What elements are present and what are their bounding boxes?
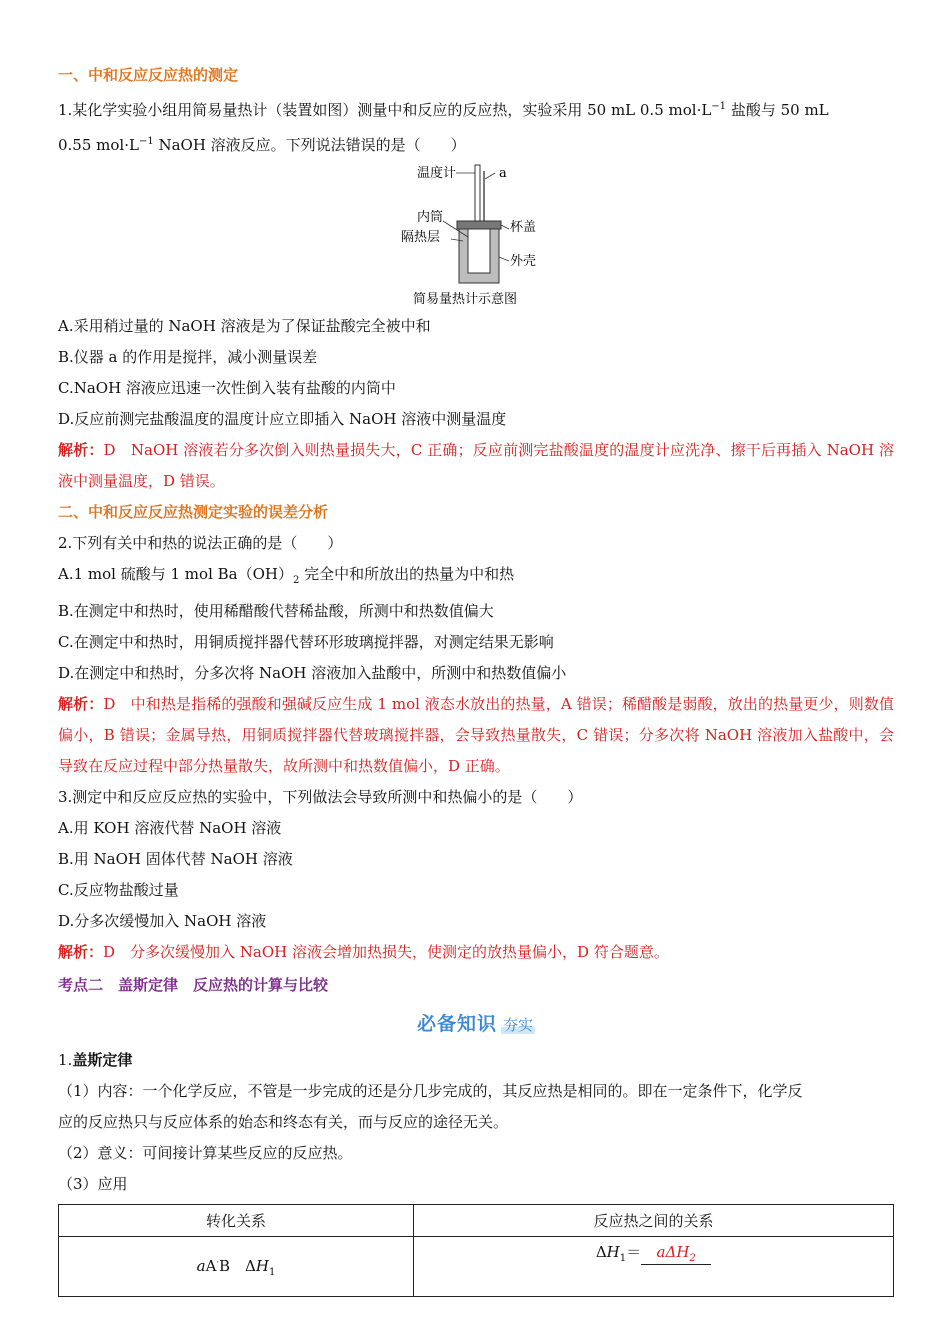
q1-option-a: A.采用稍过量的 NaOH 溶液是为了保证盐酸完全被中和 (58, 317, 431, 335)
label-thermometer: 温度计 (417, 166, 457, 181)
q2-option-b: B.在测定中和热时，使用稀醋酸代替稀盐酸，所测中和热数值偏大 (58, 602, 494, 620)
label-shell: 外壳 (510, 254, 537, 269)
table-cell-relation: $\Delta H_1= a\Delta H_2$ (414, 1237, 894, 1297)
q3-answer: 解析：D 分多次缓慢加入 NaOH 溶液会增加热损失，使测定的放热量偏小，D 符合题意。 (58, 943, 669, 961)
hess-application: （3）应用 (58, 1175, 128, 1193)
q2-option-a: A.1 mol 硫酸与 1 mol $Ba(OH)_2$ 完全中和所放出的热量为中和热 (58, 565, 515, 586)
q3-option-c: C.反应物盐酸过量 (58, 881, 179, 899)
q3-option-b: B.用 NaOH 固体代替 NaOH 溶液 (58, 850, 293, 868)
q2-option-d: D.在测定中和热时，分多次将 NaOH 溶液加入盐酸中，所测中和热数值偏小 (58, 664, 567, 682)
q1-option-c: C.NaOH 溶液应迅速一次性倒入装有盐酸的内筒中 (58, 379, 396, 397)
hess-content-line1: （1）内容：一个化学反应，不管是一步完成的还是分几步完成的，其反应热是相同的。即在一定条件下，化学反 (58, 1082, 803, 1100)
label-inner-cup: 内筒 (417, 210, 444, 225)
inner-cup (468, 229, 490, 273)
table-header-conversion: 转化关系 (59, 1205, 414, 1237)
cup-lid (457, 221, 501, 229)
hess-meaning: （2）意义：可间接计算某些反应的反应热。 (58, 1144, 353, 1162)
topic2-heading: 考点二 盖斯定律 反应热的计算与比较 (58, 976, 329, 994)
hess-title: 1.盖斯定律 (58, 1051, 133, 1069)
document-page (58, 60, 894, 1297)
q2-option-c: C.在测定中和热时，用铜质搅拌器代替环形玻璃搅拌器，对测定结果无影响 (58, 633, 554, 651)
q2-stem: 2.下列有关中和热的说法正确的是（ ） (58, 534, 343, 552)
label-lid: 杯盖 (510, 220, 537, 235)
label-a: a (499, 166, 507, 181)
hess-content-line2: 应的反应热只与反应体系的始态和终态有关，而与反应的途径无关。 (58, 1113, 509, 1131)
section1-heading: 一、中和反应反应热的测定 (58, 66, 239, 84)
knowledge-banner (58, 1001, 894, 1045)
q2-answer: 解析：D 中和热是指稀的强酸和强碱反应生成 1 mol 液态水放出的热量，A 错误；稀醋酸是弱酸，放出的热量更少，则数值偏小，B 错误；金属导热，用铜质搅拌器代替玻璃搅拌器，会导致热量散失，C 错误；分多次将 NaOH 溶液加入盐酸中，会导致在反应过程中部分热量散失，故所测中和热数值偏小，D 正确。 (58, 695, 894, 775)
q3-stem: 3.测定中和反应反应热的实验中，下列做法会导致所测中和热偏小的是（ ） (58, 788, 583, 806)
banner-main: 必备知识 (416, 1013, 497, 1035)
table-cell-conversion: aA·B $\Delta H_1$ (59, 1237, 414, 1297)
table-header-relation: 反应热之间的关系 (414, 1205, 894, 1237)
q1-answer: 解析：D NaOH 溶液若分多次倒入则热量损失大，C 正确；反应前测完盐酸温度的温度计应洗净、擦干后再插入 NaOH 溶液中测量温度，D 错误。 (58, 441, 894, 490)
calorimeter-diagram (401, 161, 553, 311)
table-row (59, 1237, 894, 1297)
q3-option-d: D.分多次缓慢加入 NaOH 溶液 (58, 912, 267, 930)
banner-sub: 夯实 (503, 1016, 534, 1034)
q3-option-a: A.用 KOH 溶液代替 NaOH 溶液 (58, 819, 282, 837)
section2-heading: 二、中和反应反应热测定实验的误差分析 (58, 503, 329, 521)
q1-option-b: B.仪器 a 的作用是搅拌，减小测量误差 (58, 348, 318, 366)
q1-stem-line1: 1.某化学实验小组用简易量热计（装置如图）测量中和反应的反应热，实验采用 50 mL 0.5 $mol\cdot L^{-1}$ 盐酸与 50 mL (58, 101, 829, 119)
figure-caption: 简易量热计示意图 (413, 292, 518, 307)
calorimeter-figure (58, 161, 894, 311)
table-header-row (59, 1205, 894, 1237)
answer-blank: aΔH$_2$ (641, 1243, 711, 1265)
hess-table (58, 1204, 894, 1297)
q1-option-d: D.反应前测完盐酸温度的温度计应立即插入 NaOH 溶液中测量温度 (58, 410, 507, 428)
label-insulation: 隔热层 (401, 230, 441, 245)
q1-stem-line2: 0.55 $mol\cdot L^{-1}$ NaOH 溶液反应。下列说法错误的是（ ） (58, 136, 466, 154)
